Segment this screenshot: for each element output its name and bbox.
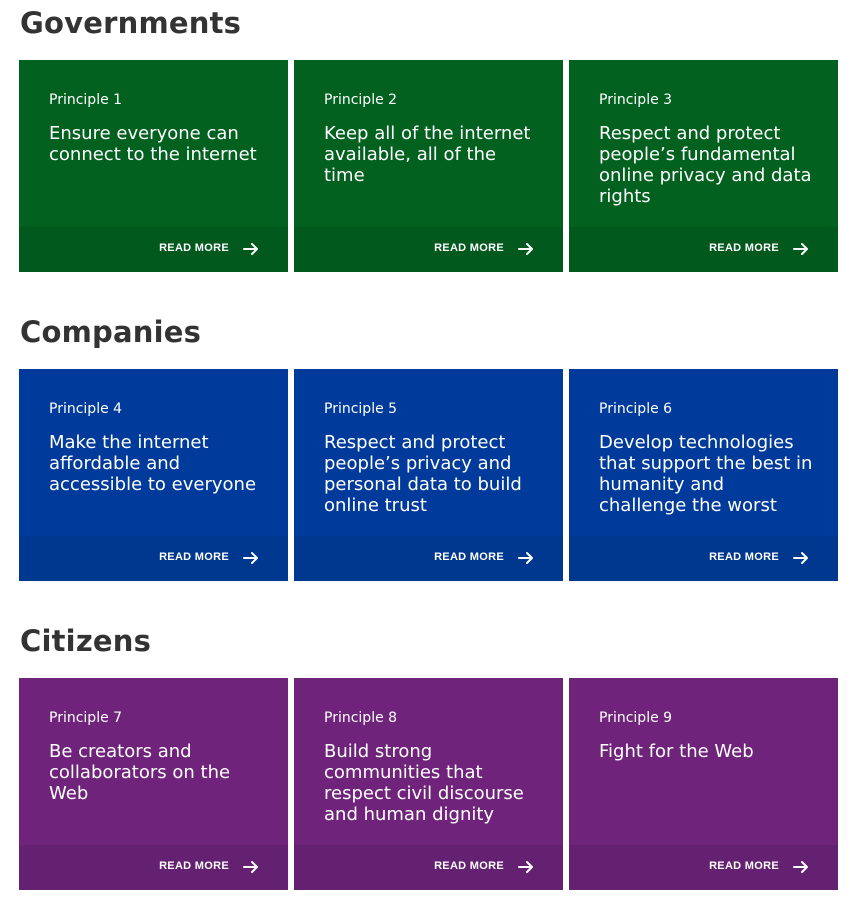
principle-card-3[interactable] (569, 60, 838, 272)
arrow-right-icon[interactable] (243, 550, 259, 566)
principle-number: Principle 2 (324, 92, 398, 108)
principle-number: Principle 5 (324, 401, 398, 417)
read-more-link[interactable]: READ MORE (434, 860, 504, 872)
read-more-link[interactable]: READ MORE (709, 242, 779, 254)
principle-text: Make the internet affordable and accessible to everyone (49, 432, 257, 495)
read-more-link[interactable]: READ MORE (159, 551, 229, 563)
section-title: Companies (20, 315, 202, 349)
principle-number: Principle 8 (324, 710, 398, 726)
principle-number: Principle 4 (49, 401, 123, 417)
principle-card-5[interactable] (294, 369, 563, 581)
principle-number: Principle 9 (599, 710, 673, 726)
read-more-link[interactable]: READ MORE (709, 860, 779, 872)
principles-grid (19, 60, 837, 272)
principle-text: Be creators and collaborators on the Web (49, 741, 231, 804)
read-more-link[interactable]: READ MORE (709, 551, 779, 563)
arrow-right-icon[interactable] (243, 859, 259, 875)
principle-number: Principle 6 (599, 401, 673, 417)
principle-number: Principle 3 (599, 92, 673, 108)
arrow-right-icon[interactable] (793, 241, 809, 257)
arrow-right-icon[interactable] (793, 550, 809, 566)
principle-number: Principle 1 (49, 92, 123, 108)
principle-card-4[interactable] (19, 369, 288, 581)
read-more-link[interactable]: READ MORE (159, 242, 229, 254)
arrow-right-icon[interactable] (518, 859, 534, 875)
principle-text: Fight for the Web (599, 741, 754, 762)
principle-card-8[interactable] (294, 678, 563, 890)
principle-text: Respect and protect people’s fundamental online privacy and data rights (599, 123, 812, 207)
arrow-right-icon[interactable] (518, 550, 534, 566)
arrow-right-icon[interactable] (518, 241, 534, 257)
principle-text: Ensure everyone can connect to the internet (49, 123, 257, 165)
read-more-link[interactable]: READ MORE (434, 242, 504, 254)
read-more-link[interactable]: READ MORE (434, 551, 504, 563)
principle-text: Keep all of the internet available, all of the time (324, 123, 531, 186)
principle-text: Build strong communities that respect civil discourse and human dignity (324, 741, 524, 825)
principles-grid (19, 678, 837, 890)
principle-text: Develop technologies that support the best in humanity and challenge the worst (599, 432, 813, 516)
principle-card-6[interactable] (569, 369, 838, 581)
principle-card-7[interactable] (19, 678, 288, 890)
principle-card-1[interactable] (19, 60, 288, 272)
section-title: Citizens (20, 624, 152, 658)
principle-card-9[interactable] (569, 678, 838, 890)
principle-card-2[interactable] (294, 60, 563, 272)
arrow-right-icon[interactable] (243, 241, 259, 257)
principle-number: Principle 7 (49, 710, 123, 726)
read-more-link[interactable]: READ MORE (159, 860, 229, 872)
principle-text: Respect and protect people’s privacy and personal data to build online trust (324, 432, 522, 516)
section-title: Governments (20, 6, 242, 40)
principles-grid (19, 369, 837, 581)
arrow-right-icon[interactable] (793, 859, 809, 875)
